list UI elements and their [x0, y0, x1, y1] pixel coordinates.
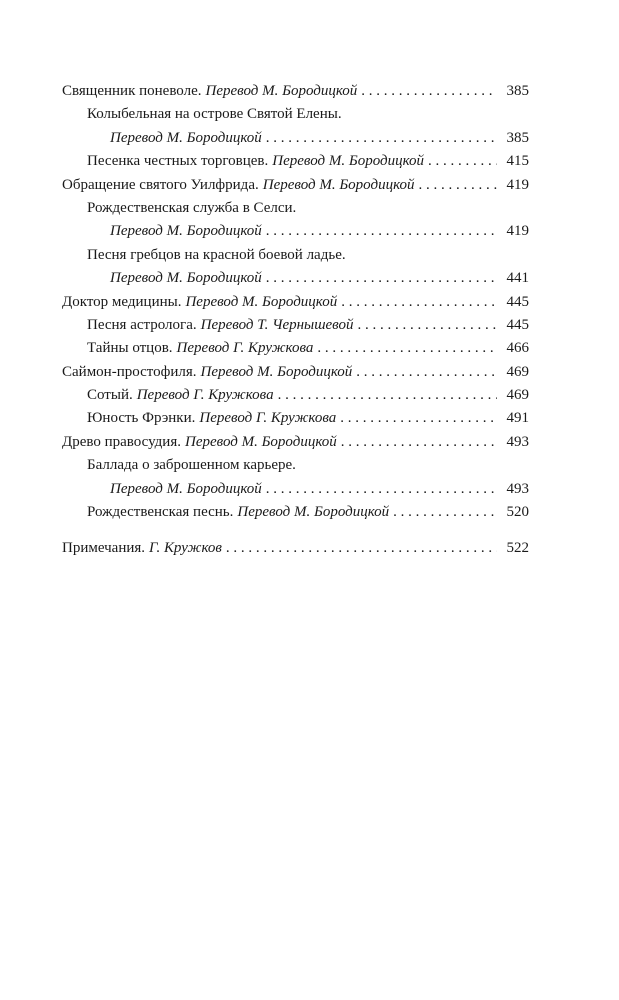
dot-leader [266, 127, 497, 150]
entry-title: Саймон-простофиля. [62, 363, 197, 380]
entry-page: 385 [506, 129, 529, 146]
entry-title: Рождественская служба в Селси. [87, 199, 297, 216]
toc-entry [62, 407, 529, 430]
entry-page: 522 [506, 540, 529, 557]
entry-title: Баллада о заброшенном карьере. [87, 457, 296, 474]
toc-entry [62, 291, 529, 314]
toc-entry [62, 267, 529, 290]
entry-title: Песенка честных торговцев. [87, 153, 269, 170]
entry-translator: Перевод М. Бородицкой [200, 363, 353, 380]
entry-page: 469 [506, 363, 529, 380]
section-gap [62, 524, 529, 537]
entry-page: 445 [506, 293, 529, 310]
toc-entry [62, 501, 529, 524]
entry-translator: Перевод Г. Кружкова [199, 410, 337, 427]
entry-title: Рождественская песнь. [87, 504, 234, 521]
dot-leader [278, 384, 497, 407]
dot-leader [226, 537, 497, 560]
toc-entry [62, 127, 529, 150]
dot-leader [358, 314, 498, 337]
toc-entry [62, 337, 529, 360]
entry-title: Священник поневоле. [62, 83, 202, 99]
entry-translator: Перевод М. Бородицкой [185, 293, 338, 310]
entry-title: Тайны отцов. [87, 340, 173, 357]
entry-translator: Перевод Г. Кружкова [136, 387, 274, 404]
entry-translator: Перевод М. Бородицкой [110, 223, 262, 240]
entry-page: 419 [506, 176, 529, 193]
toc-entry [62, 361, 529, 384]
toc-entry [62, 80, 529, 103]
entry-translator: Перевод Т. Чернышевой [200, 316, 354, 333]
entry-translator: Перевод М. Бородицкой [272, 153, 425, 170]
entry-translator: Перевод М. Бородицкой [262, 176, 415, 193]
toc-entry [62, 454, 529, 477]
entry-translator: Перевод М. Бородицкой [110, 129, 262, 146]
dot-leader [341, 291, 497, 314]
toc-entry [62, 174, 529, 197]
dot-leader [266, 267, 497, 290]
entry-page: 385 [506, 83, 529, 99]
dot-leader [393, 501, 497, 524]
toc-entry [62, 384, 529, 407]
entry-translator: Перевод М. Бородицкой [110, 480, 262, 497]
entry-title: Сотый. [87, 387, 133, 404]
entry-page: 520 [506, 504, 529, 521]
entry-page: 493 [506, 480, 529, 497]
toc-entry [62, 244, 529, 267]
entry-page: 441 [506, 270, 529, 287]
entry-page: 469 [506, 387, 529, 404]
dot-leader [266, 478, 497, 501]
toc-entry [62, 220, 529, 243]
entry-page: 419 [506, 223, 529, 240]
dot-leader [340, 407, 497, 430]
entry-page: 415 [506, 153, 529, 170]
toc-entry [62, 431, 529, 454]
entry-title: Древо правосудия. [62, 433, 181, 450]
dot-leader [361, 80, 497, 103]
toc-entry [62, 197, 529, 220]
entry-title: Примечания. [62, 540, 146, 557]
entry-author: Г. Кружков [149, 540, 222, 557]
entry-translator: Перевод М. Бородицкой [110, 270, 262, 287]
dot-leader [419, 174, 497, 197]
dot-leader [428, 150, 497, 173]
toc-entry [62, 103, 529, 126]
entry-title: Обращение святого Уилфрида. [62, 176, 259, 193]
entry-title: Колыбельная на острове Святой Елены. [87, 106, 342, 123]
entry-page: 493 [506, 433, 529, 450]
toc-entry [62, 478, 529, 501]
entry-title: Песня гребцов на красной боевой ладье. [87, 246, 346, 263]
dot-leader [341, 431, 497, 454]
table-of-contents [62, 80, 529, 561]
entry-translator: Перевод М. Бородицкой [184, 433, 337, 450]
entry-title: Юность Фрэнки. [87, 410, 196, 427]
dot-leader [266, 220, 497, 243]
entry-title: Песня астролога. [87, 316, 197, 333]
toc-entry-notes [62, 537, 529, 560]
entry-translator: Перевод Г. Кружкова [176, 340, 314, 357]
entry-title: Доктор медицины. [62, 293, 182, 310]
entry-page: 466 [506, 340, 529, 357]
toc-entry [62, 150, 529, 173]
entry-translator: Перевод М. Бородицкой [237, 504, 390, 521]
dot-leader [317, 337, 497, 360]
entry-translator: Перевод М. Бородицкой [205, 83, 358, 99]
toc-entry [62, 314, 529, 337]
dot-leader [356, 361, 497, 384]
entry-page: 445 [506, 316, 529, 333]
entry-page: 491 [506, 410, 529, 427]
